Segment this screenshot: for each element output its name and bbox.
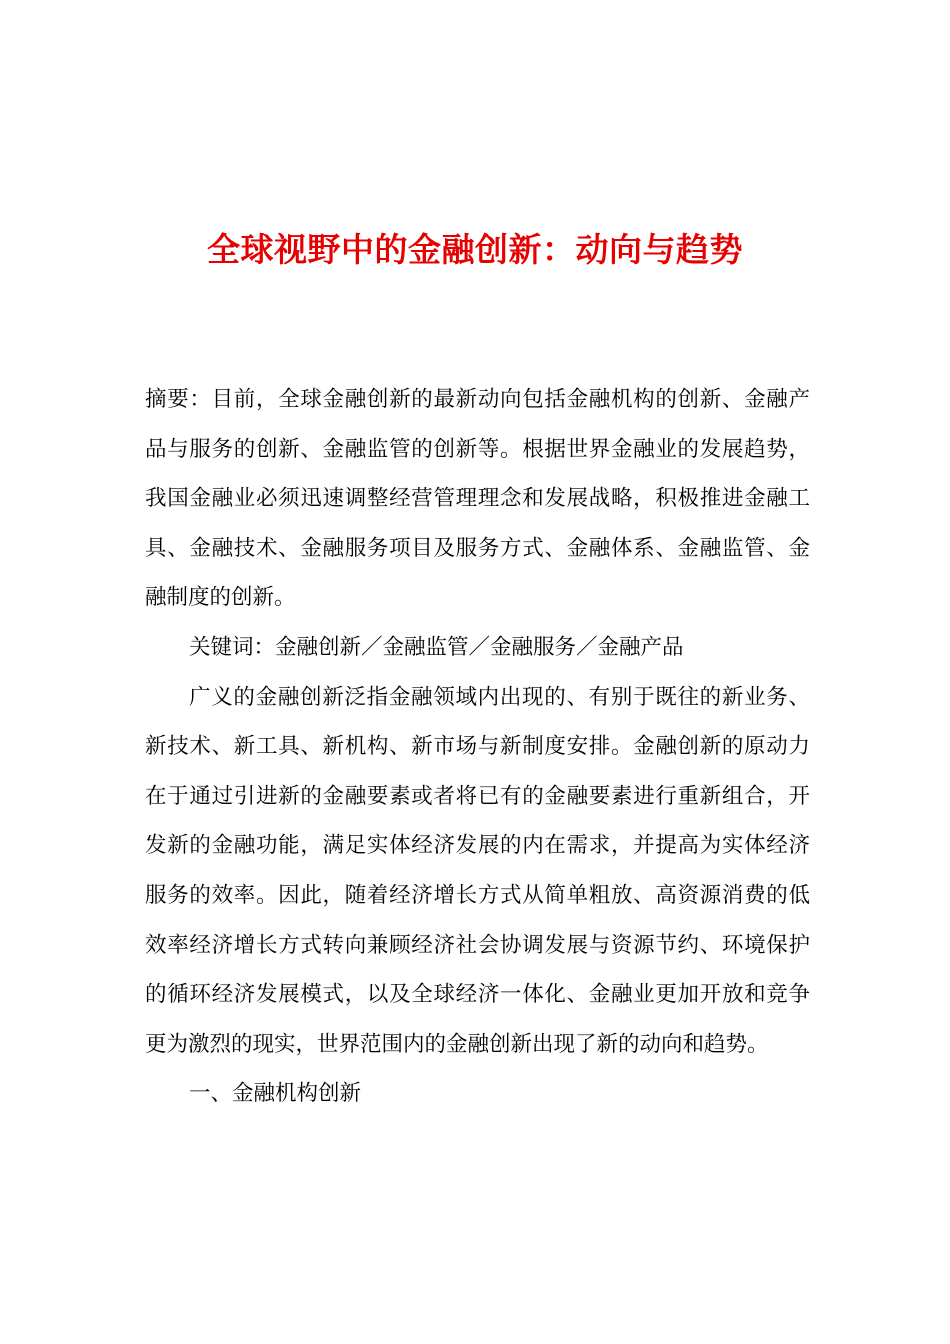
document-title: 全球视野中的金融创新：动向与趋势	[207, 230, 743, 269]
intro-paragraph: 广义的金融创新泛指金融领域内出现的、有别于既往的新业务、新技术、新工具、新机构、新市场与新制度安排。金融创新的原动力在于通过引进新的金融要素或者将已有的金融要素进行重新组合，开发新的金融功能，满足实体经济发展的内在需求，并提高为实体经济服务的效率。因此，随着经济增长方式从简单粗放、高资源消费的低效率经济增长方式转向兼顾经济社会协调发展与资源节约、环境保护的循环经济发展模式，以及全球经济一体化、金融业更加开放和竞争更为激烈的现实，世界范围内的金融创新出现了新的动向和趋势。	[145, 684, 810, 1057]
keywords-paragraph: 关键词：金融创新／金融监管／金融服务／金融产品	[189, 634, 684, 660]
document-body	[145, 375, 810, 1119]
section-heading: 一、金融机构创新	[189, 1081, 362, 1107]
abstract-paragraph: 摘要：目前，全球金融创新的最新动向包括金融机构的创新、金融产品与服务的创新、金融监管的创新等。根据世界金融业的发展趋势，我国金融业必须迅速调整经营管理理念和发展战略，积极推进金融工具、金融技术、金融服务项目及服务方式、金融体系、金融监管、金融制度的创新。	[145, 387, 810, 611]
